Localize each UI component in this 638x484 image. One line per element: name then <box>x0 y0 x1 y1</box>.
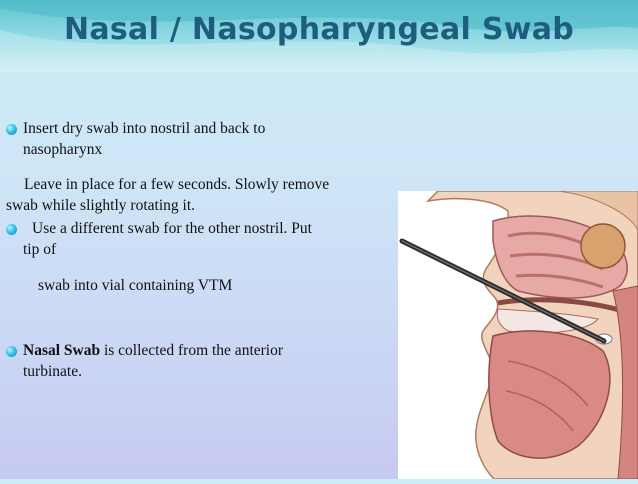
circle-bullet-icon <box>6 124 17 135</box>
title-band <box>0 0 638 72</box>
bullet-text-different-1: Use a different swab for the other nostril. Put <box>32 220 312 237</box>
bullet-text-different-2: tip of <box>23 241 57 258</box>
bullet-text-nasal-2: turbinate. <box>23 363 82 380</box>
text-leave-2: swab while slightly rotating it. <box>6 197 195 214</box>
bullet-text-nasal-1 <box>6 340 390 361</box>
circle-bullet-icon <box>6 346 17 357</box>
text-item-vial <box>6 275 390 296</box>
bullet-item-nasal-swab <box>6 340 390 384</box>
slide-content <box>6 118 390 384</box>
text-vial: swab into vial containing VTM <box>38 277 233 294</box>
nasal-swab-rest: is collected from the anterior <box>100 342 284 359</box>
circle-bullet-icon <box>6 224 17 235</box>
anatomy-diagram <box>398 191 638 479</box>
bullet-item-different-swab <box>6 218 390 262</box>
text-leave-1: Leave in place for a few seconds. Slowly remove <box>24 176 330 193</box>
nasopharynx-illustration <box>398 191 638 479</box>
text-item-leave <box>6 174 390 218</box>
nasal-swab-bold: Nasal Swab <box>23 342 101 359</box>
page-title: Nasal / Nasopharyngeal Swab <box>63 12 575 47</box>
bullet-text-insert-2: nasopharynx <box>23 141 103 158</box>
bullet-text-insert-1: Insert dry swab into nostril and back to <box>23 120 266 137</box>
bullet-item-insert <box>6 118 390 162</box>
